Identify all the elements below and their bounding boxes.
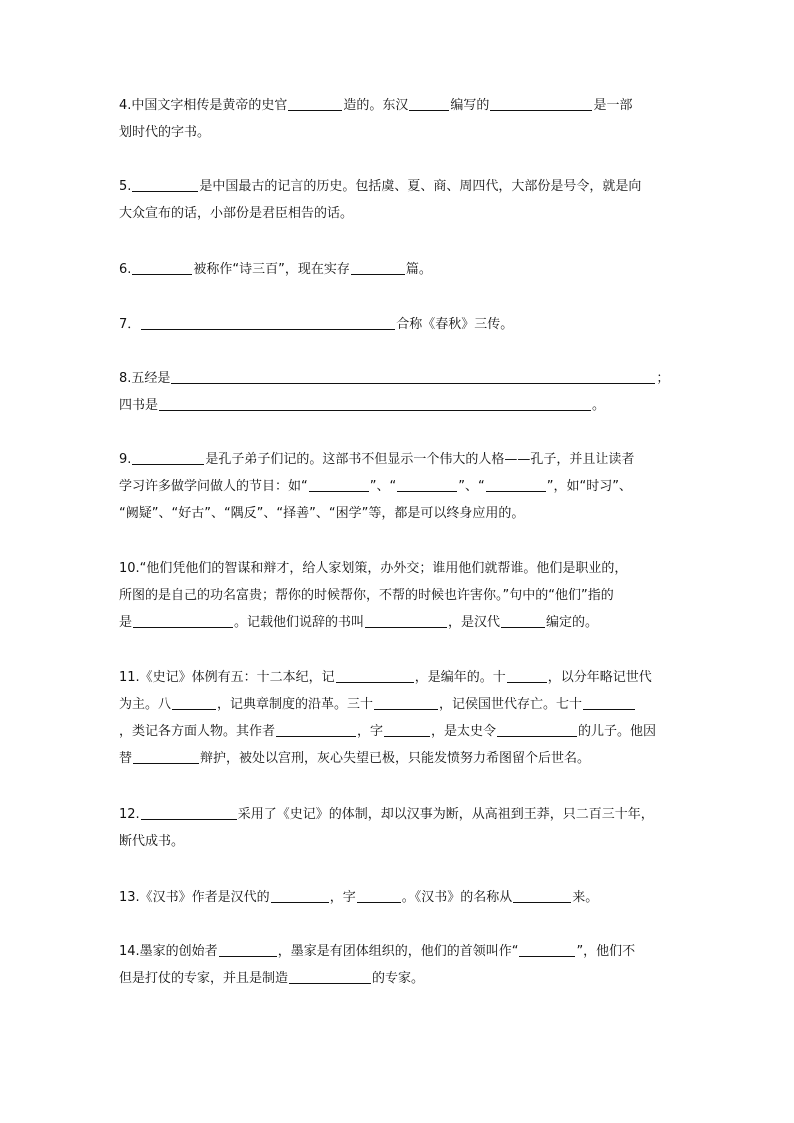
question-8 <box>119 365 679 419</box>
answer-blank[interactable] <box>289 968 371 984</box>
answer-blank[interactable] <box>365 612 447 628</box>
question-text: ”、“ <box>458 479 485 494</box>
question-11 <box>119 664 679 772</box>
question-line <box>119 555 679 582</box>
question-text: 是一部 <box>593 98 633 113</box>
question-text: 5. <box>119 179 132 194</box>
answer-blank[interactable] <box>501 612 545 628</box>
question-text: 是 <box>119 615 133 630</box>
answer-blank[interactable] <box>486 476 546 492</box>
question-text: ，记典章制度的沿革。三十 <box>217 697 374 712</box>
question-text: ，字 <box>357 724 384 739</box>
question-text: 为主。八 <box>119 697 172 712</box>
answer-blank[interactable] <box>141 314 395 330</box>
question-text: 被称作“诗三百”，现在实存 <box>193 262 350 277</box>
question-text: 的儿子。他因 <box>578 724 657 739</box>
question-text: 12. <box>119 807 140 822</box>
question-text: ，以分年略记世代 <box>547 670 652 685</box>
question-text: 编定的。 <box>546 615 599 630</box>
question-text: 大众宣布的话，小部份是君臣相告的话。 <box>119 206 354 221</box>
question-text: 4.中国文字相传是黄帝的史官 <box>119 98 288 113</box>
answer-blank[interactable] <box>507 667 547 683</box>
question-line <box>119 801 679 828</box>
question-line <box>119 446 679 473</box>
answer-blank[interactable] <box>288 95 342 111</box>
question-line <box>119 718 679 745</box>
question-line <box>119 884 679 911</box>
answer-blank[interactable] <box>519 941 575 957</box>
question-7 <box>119 311 679 338</box>
question-text: 辩护，被处以宫刑，灰心失望已极，只能发愤努力希图留个后世名。 <box>200 751 591 766</box>
question-text: 编写的 <box>450 98 490 113</box>
answer-blank[interactable] <box>309 476 369 492</box>
question-text: 。《汉书》的名称从 <box>401 890 513 905</box>
question-line <box>119 311 679 338</box>
question-line <box>119 582 679 609</box>
question-line <box>119 664 679 691</box>
question-text: 是中国最古的记言的历史。包括虞、夏、商、周四代，大部份是号令，就是向 <box>199 179 642 194</box>
answer-blank[interactable] <box>141 804 237 820</box>
question-13 <box>119 884 679 911</box>
question-line <box>119 200 679 227</box>
question-text: ，墨家是有团体组织的，他们的首领叫作“ <box>277 944 519 959</box>
question-12 <box>119 801 679 855</box>
answer-blank[interactable] <box>219 941 277 957</box>
question-6 <box>119 256 679 283</box>
question-line <box>119 828 679 855</box>
question-line <box>119 938 679 965</box>
answer-blank[interactable] <box>490 95 592 111</box>
question-text: ，类记各方面人物。其作者 <box>119 724 276 739</box>
question-line <box>119 392 679 419</box>
question-text: 划时代的字书。 <box>119 125 211 140</box>
question-text: 采用了《史记》的体制，却以汉事为断，从高祖到王莽，只二百三十年， <box>237 807 654 822</box>
question-text: 但是打仗的专家，并且是制造 <box>119 971 289 986</box>
question-text: 替 <box>119 751 133 766</box>
question-line <box>119 500 679 527</box>
question-line <box>119 92 679 119</box>
question-line <box>119 365 679 392</box>
question-text: 所图的是自己的功名富贵；帮你的时候帮你，不帮的时候也许害你。”句中的“他们”指的 <box>119 588 614 603</box>
answer-blank[interactable] <box>276 721 356 737</box>
question-text: 是孔子弟子们记的。这部书不但显示一个伟大的人格——孔子，并且让读者 <box>205 452 635 467</box>
question-text: “阙疑”、“好古”、“隅反”、“择善”、“困学”等，都是可以终身应用的。 <box>119 506 525 521</box>
answer-blank[interactable] <box>132 176 198 192</box>
question-text: 14.墨家的创始者 <box>119 944 218 959</box>
question-text: ，是太史令 <box>431 724 497 739</box>
question-text: 合称《春秋》三传。 <box>396 317 514 332</box>
question-text: 6. <box>119 262 132 277</box>
question-line <box>119 173 679 200</box>
question-text: 10.“他们凭他们的智谋和辩才，给人家划策，办外交；谁用他们就帮谁。他们是职业的， <box>119 561 628 576</box>
question-text: 断代成书。 <box>119 834 185 849</box>
answer-blank[interactable] <box>583 694 635 710</box>
question-text: ”、“ <box>369 479 397 494</box>
question-text: ”，他们不 <box>576 944 636 959</box>
answer-blank[interactable] <box>132 449 204 465</box>
question-text: 学习许多做学问做人的节目：如“ <box>119 479 308 494</box>
question-9 <box>119 446 679 527</box>
answer-blank[interactable] <box>409 95 449 111</box>
question-text: 四书是 <box>119 398 159 413</box>
answer-blank[interactable] <box>271 887 329 903</box>
question-line <box>119 609 679 636</box>
question-text: 9. <box>119 452 132 467</box>
answer-blank[interactable] <box>132 259 192 275</box>
question-line <box>119 691 679 718</box>
question-text: 的专家。 <box>372 971 425 986</box>
question-text: 。 <box>592 398 606 413</box>
answer-blank[interactable] <box>374 694 438 710</box>
answer-blank[interactable] <box>171 368 655 384</box>
question-line <box>119 256 679 283</box>
question-4 <box>119 92 679 146</box>
question-text: 11.《史记》体例有五：十二本纪，记 <box>119 670 335 685</box>
answer-blank[interactable] <box>513 887 571 903</box>
answer-blank[interactable] <box>172 694 216 710</box>
question-text: ，是汉代 <box>448 615 501 630</box>
question-line <box>119 119 679 146</box>
question-line <box>119 745 679 772</box>
question-line <box>119 473 679 500</box>
answer-blank[interactable] <box>133 612 233 628</box>
question-14 <box>119 938 679 992</box>
question-text: 。记载他们说辞的书叫 <box>234 615 365 630</box>
question-text: 篇。 <box>405 262 432 277</box>
question-text: ”，如“时习”、 <box>546 479 632 494</box>
question-text: ，是编年的。十 <box>414 670 506 685</box>
question-10 <box>119 555 679 636</box>
question-text: 造的。东汉 <box>343 98 409 113</box>
question-text: ，记侯国世代存亡。七十 <box>439 697 583 712</box>
answer-blank[interactable] <box>384 721 430 737</box>
question-5 <box>119 173 679 227</box>
answer-blank[interactable] <box>351 259 405 275</box>
question-text: 8.五经是 <box>119 371 171 386</box>
question-text: 来。 <box>572 890 599 905</box>
question-text: ，字 <box>329 890 356 905</box>
answer-blank[interactable] <box>159 395 591 411</box>
answer-blank[interactable] <box>497 721 577 737</box>
answer-blank[interactable] <box>357 887 401 903</box>
question-text: ； <box>656 371 670 386</box>
question-text: 7． <box>119 317 141 332</box>
question-line <box>119 965 679 992</box>
answer-blank[interactable] <box>397 476 457 492</box>
answer-blank[interactable] <box>133 748 199 764</box>
question-text: 13.《汉书》作者是汉代的 <box>119 890 270 905</box>
answer-blank[interactable] <box>336 667 414 683</box>
